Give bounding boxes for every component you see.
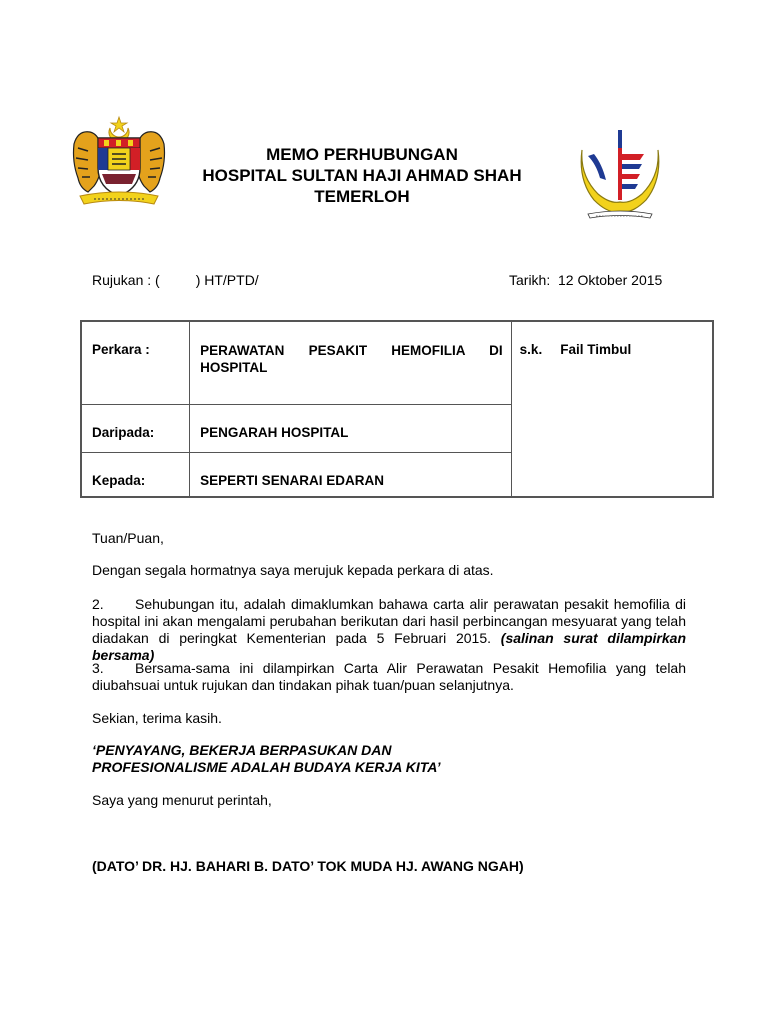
motto — [92, 742, 686, 776]
salutation: Tuan/Puan, — [92, 530, 164, 546]
table-row-perkara — [81, 321, 713, 404]
title-line-1: MEMO PERHUBUNGAN — [266, 145, 458, 164]
title-line-3: TEMERLOH — [314, 187, 410, 206]
daripada-value-cell — [190, 404, 512, 452]
rujukan-label: Rujukan : ( — [92, 272, 160, 288]
paragraph-3-number: 3. — [92, 660, 104, 676]
paragraph-2-note: (salinan surat dilampirkan bersama) — [92, 630, 686, 663]
sign-off: Saya yang menurut perintah, — [92, 792, 272, 808]
perkara-value-cell — [190, 321, 512, 404]
memo-date — [509, 272, 662, 288]
motto-line-1: ‘PENYAYANG, BEKERJA BERPASUKAN DAN — [92, 742, 392, 758]
perkara-value — [190, 322, 511, 376]
daripada-value: PENGARAH HOSPITAL — [200, 424, 349, 440]
sk-cell — [511, 321, 713, 497]
kepada-value-cell — [190, 452, 512, 497]
tarikh-label: Tarikh: — [509, 272, 551, 288]
memo-title — [180, 144, 544, 207]
paragraph-3-text: Bersama-sama ini dilampirkan Carta Alir Perawatan Pesakit Hemofilia yang telah diubahsuai untuk rujukan dan tindakan pihak tuan/puan selanjutnya. — [92, 660, 686, 693]
sk-label: s.k. — [519, 342, 543, 357]
malaysia-coat-of-arms-icon — [66, 114, 172, 214]
closing-line: Sekian, terima kasih. — [92, 710, 222, 726]
sk-content — [512, 322, 712, 357]
paragraph-3 — [92, 660, 686, 694]
perkara-label: Perkara : — [92, 342, 150, 357]
memo-details-table — [80, 320, 714, 498]
sk-value: Fail Timbul — [560, 342, 632, 357]
rujukan-value: ) HT/PTD/ — [195, 272, 259, 288]
perkara-label-cell — [81, 321, 190, 404]
perkara-value-line-2: HOSPITAL — [200, 360, 268, 375]
kepada-label: Kepada: — [92, 472, 146, 488]
daripada-label-cell — [81, 404, 190, 452]
kepada-value: SEPERTI SENARAI EDARAN — [200, 472, 384, 488]
title-line-2: HOSPITAL SULTAN HAJI AHMAD SHAH — [202, 166, 522, 185]
perkara-value-line-1: PERAWATAN PESAKIT HEMOFILIA DI — [200, 343, 503, 358]
tarikh-value: 12 Oktober 2015 — [558, 272, 663, 288]
paragraph-2 — [92, 596, 686, 664]
motto-line-2: PROFESIONALISME ADALAH BUDAYA KERJA KITA’ — [92, 759, 441, 775]
paragraph-2-number: 2. — [92, 596, 104, 612]
hospital-emblem-icon — [574, 130, 666, 228]
reference-number — [92, 272, 259, 288]
signatory-name: (DATO’ DR. HJ. BAHARI B. DATO’ TOK MUDA HJ. AWANG NGAH) — [92, 858, 524, 874]
kepada-label-cell — [81, 452, 190, 497]
paragraph-2-text: Sehubungan itu, adalah dimaklumkan bahawa carta alir perawatan pesakit hemofilia di hospital ini akan mengalami perubahan berikutan dari hasil perbincangan mesyuarat yang telah diadakan di peringkat Kementerian pada 5 Februari 2015. — [92, 596, 686, 646]
daripada-label: Daripada: — [92, 424, 155, 440]
paragraph-1: Dengan segala hormatnya saya merujuk kepada perkara di atas. — [92, 562, 494, 578]
